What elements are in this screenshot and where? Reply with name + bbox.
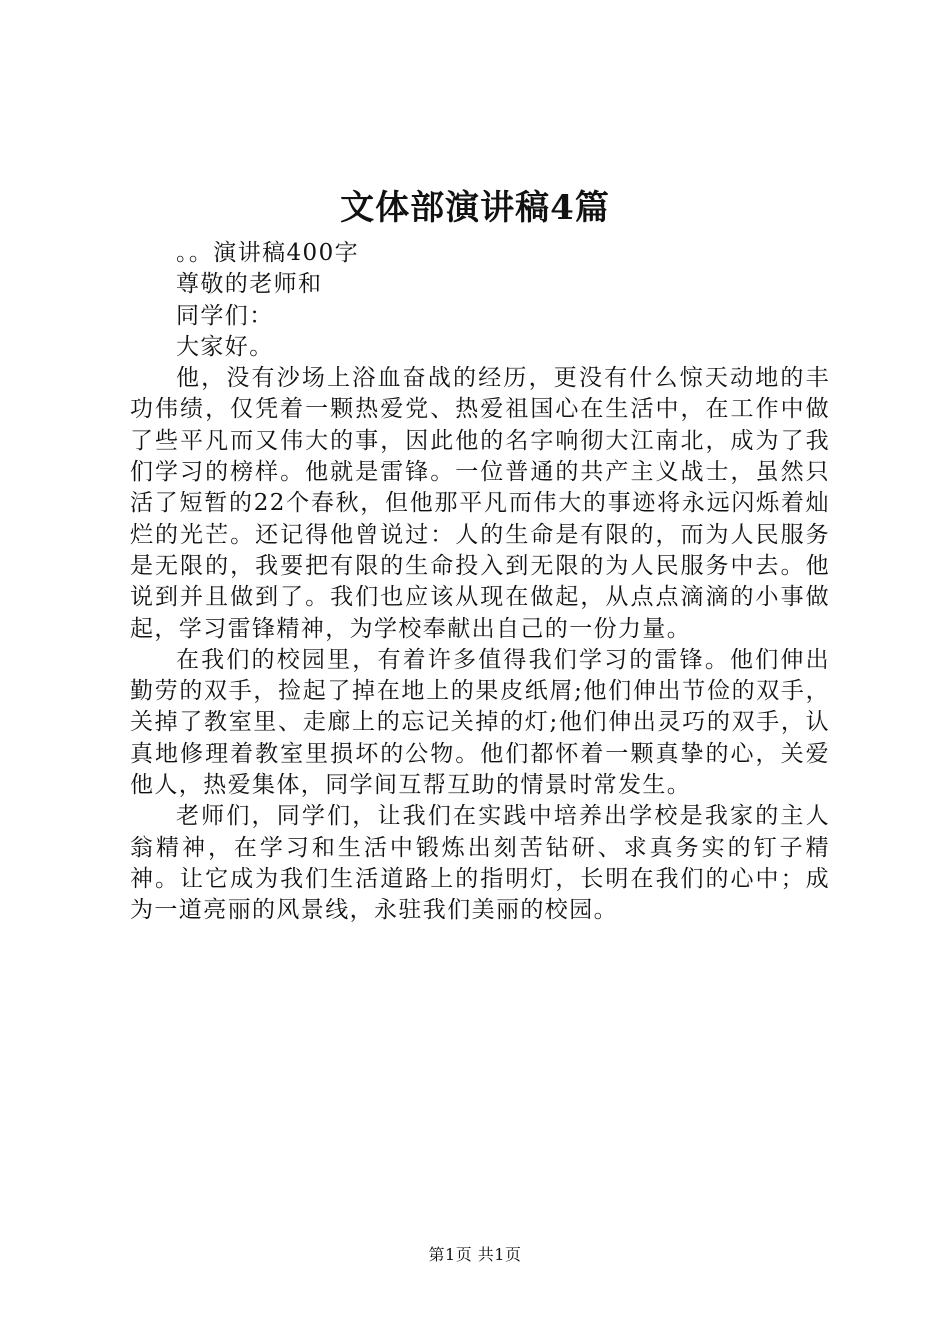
paragraph-body-1: 他，没有沙场上浴血奋战的经历，更没有什么惊天动地的丰功伟绩，仅凭着一颗热爱党、热爱祖国心在生活中，在工作中做了些平凡而又伟大的事，因此他的名字响彻大江南北，成为了我们学习的榜样。他就是雷锋。一位普通的共产主义战士，虽然只活了短暂的22个春秋，但他那平凡而伟大的事迹将永远闪烁着灿烂的光芒。还记得他曾说过：人的生命是有限的，而为人民服务是无限的，我要把有限的生命投入到无限的为人民服务中去。他说到并且做到了。我们也应该从现在做起，从点点滴滴的小事做起，学习雷锋精神，为学校奉献出自己的一份力量。 (130, 365, 830, 642)
paragraph-salutation-2: 同学们： (176, 302, 274, 329)
document-body (130, 238, 830, 927)
paragraph-body-3: 老师们，同学们，让我们在实践中培养出学校是我家的主人翁精神，在学习和生活中锻炼出刻苦钻研、求真务实的钉子精神。让它成为我们生活道路上的指明灯，长明在我们的心中；成为一道亮丽的风景线，永驻我们美丽的校园。 (130, 803, 830, 924)
paragraph-body-2: 在我们的校园里，有着许多值得我们学习的雷锋。他们伸出勤劳的双手，捡起了掉在地上的果皮纸屑;他们伸出节俭的双手，关掉了教室里、走廊上的忘记关掉的灯;他们伸出灵巧的双手，认真地修理着教室里损坏的公物。他们都怀着一颗真挚的心，关爱他人，热爱集体，同学间互帮互助的情景时常发生。 (130, 646, 830, 799)
paragraph-greeting: 大家好。 (176, 333, 274, 360)
paragraph-salutation-1: 尊敬的老师和 (176, 271, 323, 298)
page-footer: 第1页 共1页 (428, 1245, 522, 1264)
paragraph-subtitle: 。。演讲稿400字 (176, 240, 359, 266)
document-title: 文体部演讲稿4篇 (340, 188, 610, 228)
